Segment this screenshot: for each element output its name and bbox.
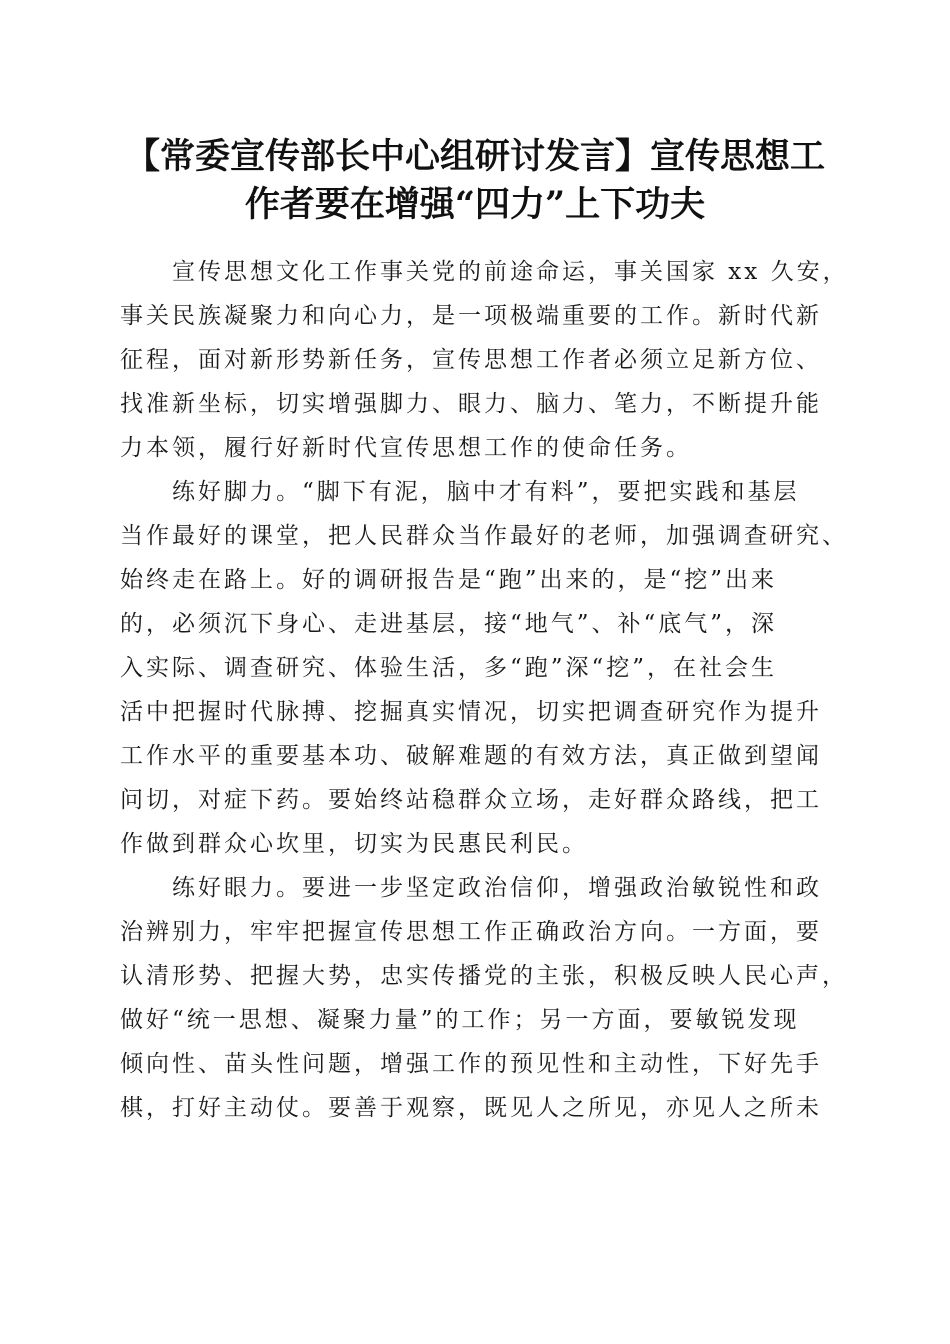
paragraph-foot-power — [120, 470, 848, 866]
text-line: 找准新坐标，切实增强脚力、眼力、脑力、笔力，不断提升能 — [120, 391, 822, 417]
text-line: 活中把握时代脉搏、挖掘真实情况，切实把调查研究作为提升 — [120, 699, 822, 725]
text-line: 作做到群众心坎里，切实为民惠民利民。 — [120, 831, 588, 857]
text-line: 征程，面对新形势新任务，宣传思想工作者必须立足新方位、 — [120, 347, 822, 373]
text-line: 的，必须沉下身心、走进基层，接“地气”、补“底气”，深 — [120, 611, 778, 637]
text-line: 做好“统一思想、凝聚力量”的工作；另一方面，要敏锐发现 — [120, 1007, 800, 1033]
text-line: 力本领，履行好新时代宣传思想工作的使命任务。 — [120, 435, 692, 461]
text-line: 练好眼力。要进一步坚定政治信仰，增强政治敏锐性和政 — [172, 875, 822, 901]
text-line: 当作最好的课堂，把人民群众当作最好的老师，加强调查研究、 — [120, 523, 848, 549]
text-line: 始终走在路上。好的调研报告是“跑”出来的，是“挖”出来 — [120, 567, 778, 593]
text-line: 棋，打好主动仗。要善于观察，既见人之所见，亦见人之所未 — [120, 1095, 822, 1121]
text-line: 工作水平的重要基本功、破解难题的有效方法，真正做到望闻 — [120, 743, 822, 769]
text-line: 认清形势、把握大势，忠实传播党的主张，积极反映人民心声， — [120, 963, 848, 989]
text-line: 倾向性、苗头性问题，增强工作的预见性和主动性，下好先手 — [120, 1051, 822, 1077]
text-line: 事关民族凝聚力和向心力，是一项极端重要的工作。新时代新 — [120, 303, 822, 329]
paragraph-intro — [120, 250, 849, 470]
paragraph-eye-power — [120, 866, 848, 1130]
text-line: 问切，对症下药。要始终站稳群众立场，走好群众路线，把工 — [120, 787, 822, 813]
title-line: 【常委宣传部长中心组研讨发言】宣传思想工 — [124, 136, 825, 177]
text-line: 练好脚力。“脚下有泥，脑中才有料”，要把实践和基层 — [172, 479, 800, 505]
document-title — [100, 133, 850, 229]
text-line: 宣传思想文化工作事关党的前途命运，事关国家 xx 久安， — [172, 259, 849, 285]
document-body — [120, 250, 849, 1130]
text-line: 治辨别力，牢牢把握宣传思想工作正确政治方向。一方面，要 — [120, 919, 822, 945]
text-line: 入实际、调查研究、体验生活，多“跑”深“挖”，在社会生 — [120, 655, 778, 681]
title-line: 作者要在增强“四力”上下功夫 — [244, 184, 706, 225]
